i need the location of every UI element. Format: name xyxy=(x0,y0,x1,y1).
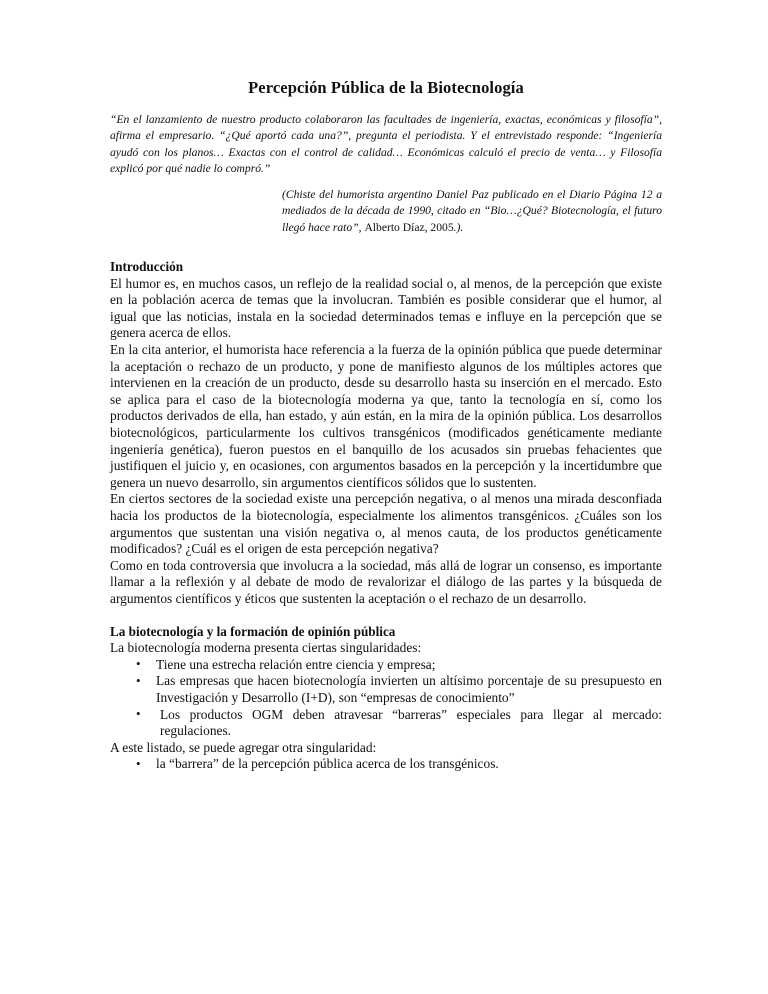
list-item: • Las empresas que hacen biotecnología invierten un altísimo porcentaje de su presupuesto en Investigación y Desarrollo (I+D), son “empresas de conocimiento” xyxy=(110,673,662,706)
paragraph-intro-2: En la cita anterior, el humorista hace referencia a la fuerza de la opinión pública que puede determinar la aceptación o rechazo de un producto, y pone de manifiesto algunos de los múltiples actores que intervienen en la creación de un producto, desde su desarrollo hasta su inserción en el mercado. Esto se aplica para el caso de la biotecnología moderna ya que, tanto la tecnología en sí, como los productos derivados de ella, han estado, y aún están, en la mira de la opinión pública. Los desarrollos biotecnológicos, particularmente los cultivos transgénicos (modificados genéticamente mediante ingeniería genética), fueron puestos en el banquillo de los acusados sin pruebas fehacientes que justifiquen el juicio y, en ocasiones, con argumentos basados en la percepción y la incertidumbre que genera un nuevo desarrollo, sin argumentos científicos sólidos que lo sustenten. xyxy=(110,342,662,490)
paragraph-intro-1: El humor es, en muchos casos, un reflejo de la realidad social o, al menos, de la percepción que existe en la población acerca de temas que la involucran. También es posible considerar que el humor, al igual que las noticias, instala en la sociedad determinados temas e influye en la percepción que se genera acerca de ellos. xyxy=(110,275,662,341)
list-item: • Tiene una estrecha relación entre ciencia y empresa; xyxy=(110,657,662,674)
section-spacer xyxy=(110,608,662,624)
page-title: Percepción Pública de la Biotecnología xyxy=(248,78,524,97)
singularidades-list xyxy=(110,657,662,740)
epigraph-quote: “En el lanzamiento de nuestro producto colaboraron las facultades de ingeniería, exactas, económicas y filosofía”, afirma el empresario. “¿Qué aportó cada una?”, pregunta el periodista. Y el entrevistado responde: “Ingeniería ayudó con los planos… Exactas con el control de calidad… Económicas calculó el precio de venta… y Filosofía explicó por qué nadie lo compró.” xyxy=(110,112,662,176)
list-item: • Los productos OGM deben atravesar “barreras” especiales para llegar al mercado: regulaciones. xyxy=(110,707,662,740)
paragraph-intro-3: En ciertos sectores de la sociedad existe una percepción negativa, o al menos una mirada desconfiada hacia los productos de la biotecnología, especialmente los alimentos transgénicos. ¿Cuáles son los argumentos que sustentan una visión negativa o, al menos cauta, de los productos genéticamente modificados? ¿Cuál es el origen de esta percepción negativa? xyxy=(110,491,662,557)
citation-tail-text: .). xyxy=(453,221,464,235)
singularidad-extra-list xyxy=(110,756,662,773)
paragraph-intro-4: Como en toda controversia que involucra a la sociedad, más allá de lograr un consenso, es importante llamar a la reflexión y al debate de modo de revalorizar el diálogo de las partes y la búsqueda de argumentos científicos y éticos que sustenten la aceptación o el rechazo de un desarrollo. xyxy=(110,557,662,606)
citation-spacer xyxy=(110,237,662,259)
citation-italic-text: (Chiste del humorista argentino Daniel Paz publicado en el Diario Página 12 a mediados de la década de 1990, citado en “Bio…¿Qué? Biotecnología, el futuro llegó hace rato”, xyxy=(282,187,662,235)
paragraph-listado-closing: A este listado, se puede agregar otra singularidad: xyxy=(110,739,377,755)
section-heading-opinion-publica: La biotecnología y la formación de opinión pública xyxy=(110,623,396,639)
paragraph-singularidades-intro: La biotecnología moderna presenta ciertas singularidades: xyxy=(110,640,422,656)
epigraph-citation xyxy=(282,187,662,237)
citation-author-text: Alberto Díaz, 2005 xyxy=(364,221,454,235)
list-item: • la “barrera” de la percepción pública acerca de los transgénicos. xyxy=(110,756,662,773)
section-heading-introduccion: Introducción xyxy=(110,259,184,274)
